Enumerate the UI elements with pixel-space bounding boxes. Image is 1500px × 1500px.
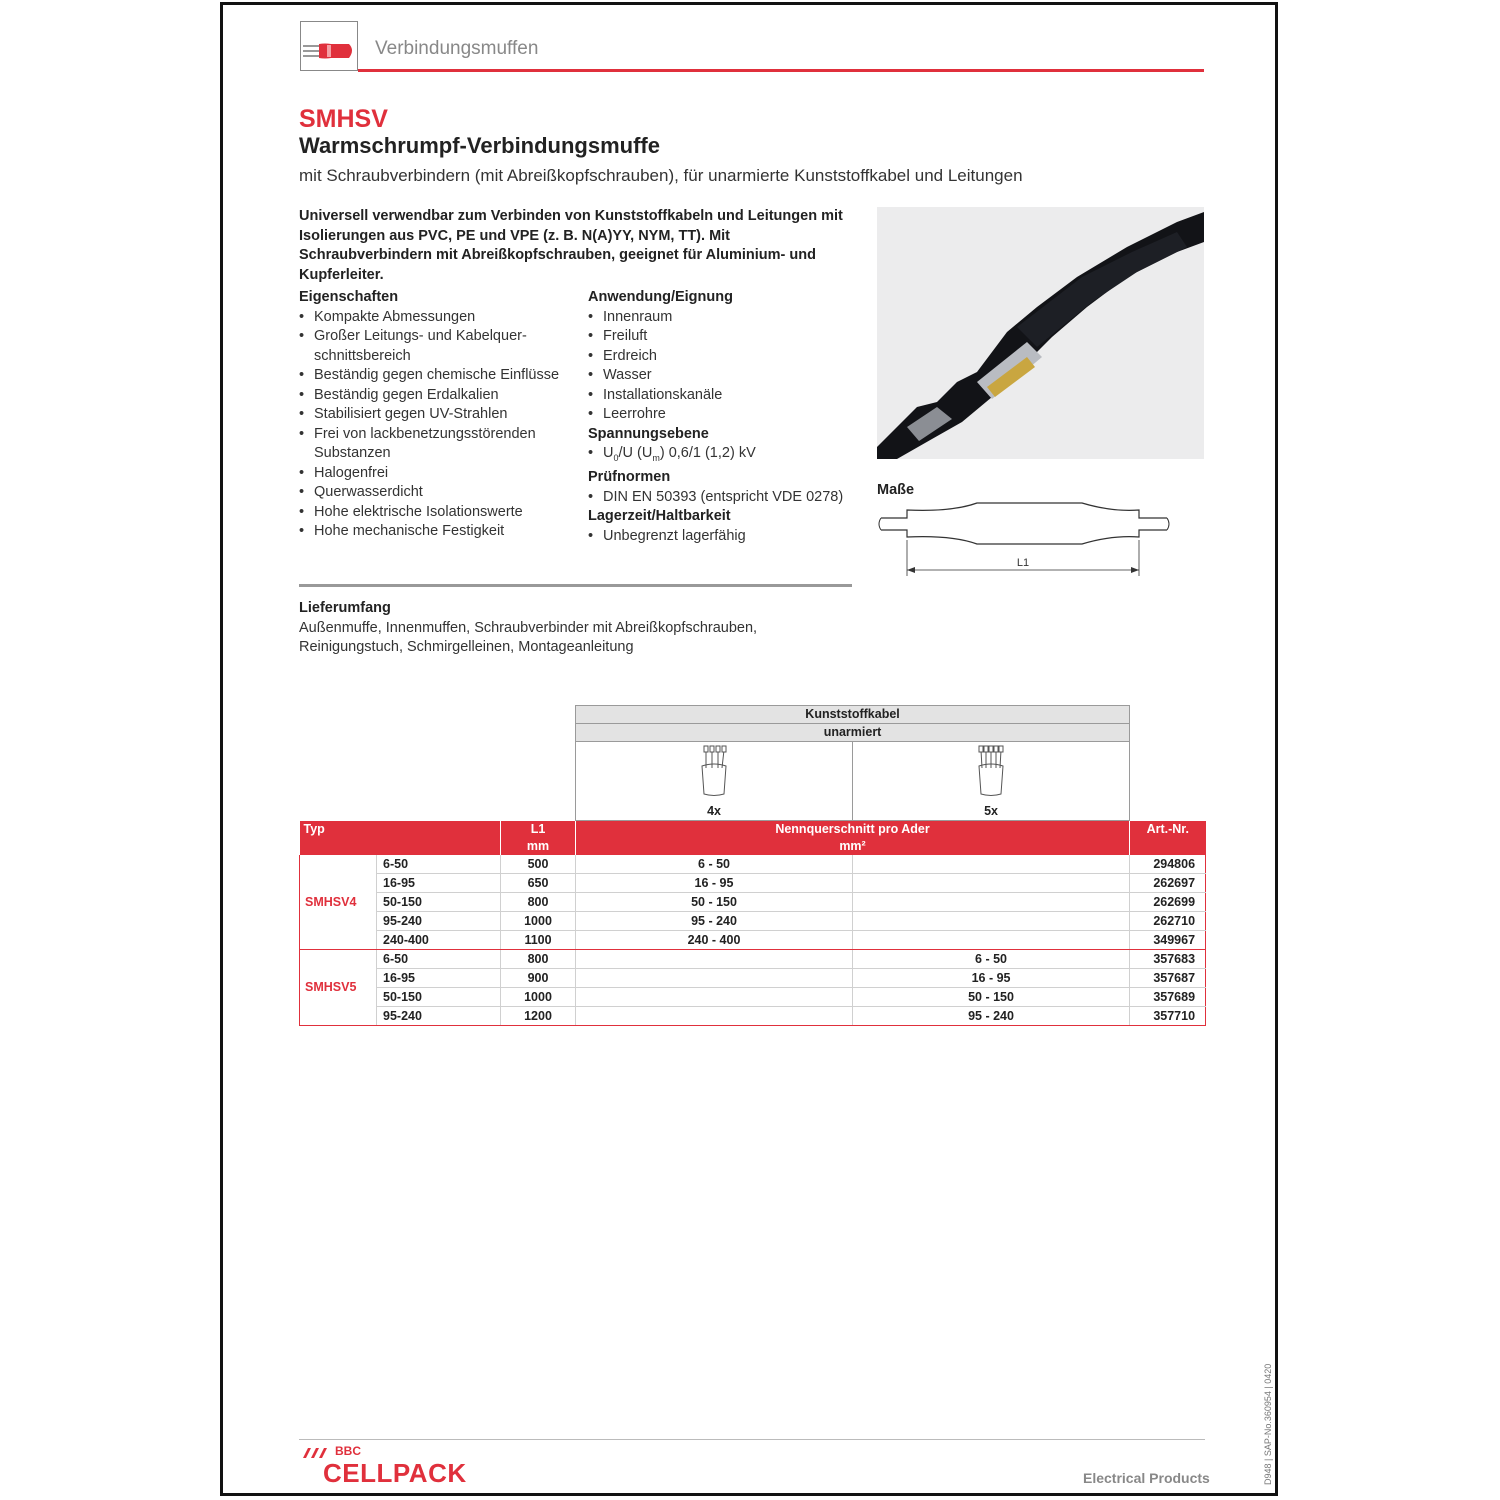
dimension-drawing [877,500,1177,580]
eigenschaften-heading: Eigenschaften [299,289,399,305]
lagerzeit-list [588,527,858,547]
header-rule [358,69,1204,72]
five-core-cable-icon [971,742,1011,798]
list-item: • Installationskanäle [588,386,858,406]
sub-header: unarmiert [576,724,1130,742]
eigenschaften-section [299,288,569,542]
list-item: • Kompakte Abmessungen [299,308,569,328]
lieferumfang-heading: Lieferumfang [299,600,391,616]
table-header-row [300,821,1206,856]
table-row: 95-240 1200 95 - 240 357710 [300,1007,1206,1026]
list-item: • Freiluft [588,327,858,347]
product-photo [877,207,1204,459]
list-item: • DIN EN 50393 (entspricht VDE 0278) [588,488,858,508]
spannung-heading: Spannungsebene [588,425,709,442]
anwendung-heading: Anwendung/Eignung [588,289,733,305]
list-item: • Querwasserdicht [299,483,569,503]
pruefnormen-heading: Prüfnormen [588,469,671,486]
header-typ: Typ [300,821,501,856]
group-header: Kunststoffkabel [576,706,1130,724]
header-art-nr: Art.-Nr. [1130,821,1206,856]
voltage-rating: • $U_0/U$ $(U_m)$ 0,6/1 (1,2) kV [588,444,858,468]
anwendung-list [588,308,858,425]
table-row: 240-400 1100 240 - 400 349967 [300,931,1206,950]
column-4x: 4x [576,742,853,821]
table-row: 95-240 1000 95 - 240 262710 [300,912,1206,931]
product-intro: Universell verwendbar zum Verbinden von Kunststoffkabeln und Leitungen mit Isolierungen aus PVC, PE und VPE (z. B. N(A)YY, NYM, TT). Mit Schraubverbindern mit Abreißkopfschrauben, geeignet für Aluminium- und Kupferleiter. [299,208,843,283]
pruefnormen-list [588,488,858,508]
header-nennquerschnitt: Nennquerschnitt pro Ader mm² [576,821,1130,856]
logo-bbc: BBC [335,1444,361,1458]
list-item: • Frei von lackbenetzungsstörenden Substanzen [299,425,569,464]
list-item: • Großer Leitungs- und Kabelquer-schnittsbereich [299,327,569,366]
lagerzeit-heading: Lagerzeit/Haltbarkeit [588,508,731,525]
product-title: Warmschrumpf-Verbindungsmuffe [299,133,660,158]
group-label: SMHSV5 [300,950,377,1026]
list-item: • Unbegrenzt lagerfähig [588,527,858,547]
list-item: • Erdreich [588,347,858,367]
document-code: D948 | SAP-No.360954 | 0420 [1263,1363,1273,1485]
product-code: SMHSV [299,105,388,133]
anwendung-section [588,288,858,546]
cable-connector-icon [300,21,358,71]
table-row: SMHSV5 6-50 800 6 - 50 357683 [300,950,1206,969]
table-row: 16-95 900 16 - 95 357687 [300,969,1206,988]
list-item: • Halogenfrei [299,464,569,484]
lieferumfang-text: Außenmuffe, Innenmuffen, Schraubverbinder mit Abreißkopfschrauben, Reinigungstuch, Schmirgelleinen, Montageanleitung [299,619,758,655]
footer-tagline: Electrical Products [1083,1470,1210,1486]
dimension-label: L1 [1016,557,1030,569]
header-l1: L1 mm [501,821,576,856]
spec-table [299,705,1206,1026]
list-item: • Innenraum [588,308,858,328]
table-row: SMHSV4 6-50 500 6 - 50 294806 [300,855,1206,874]
cellpack-logo: CELLPACK [323,1458,467,1488]
table-row: 16-95 650 16 - 95 262697 [300,874,1206,893]
spannung-list [588,444,858,468]
list-item: • Hohe mechanische Festigkeit [299,522,569,542]
list-item: • Wasser [588,366,858,386]
category-title: Verbindungsmuffen [375,38,539,59]
footer-rule [299,1439,1205,1440]
list-item: • Leerrohre [588,405,858,425]
lieferumfang-section [299,599,859,658]
group-label: SMHSV4 [300,855,377,950]
table-row: 50-150 800 50 - 150 262699 [300,893,1206,912]
eigenschaften-list [299,308,569,542]
four-core-cable-icon [694,742,734,798]
table-row: 50-150 1000 50 - 150 357689 [300,988,1206,1007]
datasheet-page [220,2,1278,1496]
masse-heading: Maße [877,482,915,498]
product-subtitle: mit Schraubverbindern (mit Abreißkopfschrauben), für unarmierte Kunststoffkabel und Leitungen [299,166,1023,185]
list-item: • Stabilisiert gegen UV-Strahlen [299,405,569,425]
section-divider [299,584,852,587]
list-item: • Beständig gegen chemische Einflüsse [299,366,569,386]
column-5x: 5x [853,742,1130,821]
list-item: • Beständig gegen Erdalkalien [299,386,569,406]
list-item: • Hohe elektrische Isolationswerte [299,503,569,523]
